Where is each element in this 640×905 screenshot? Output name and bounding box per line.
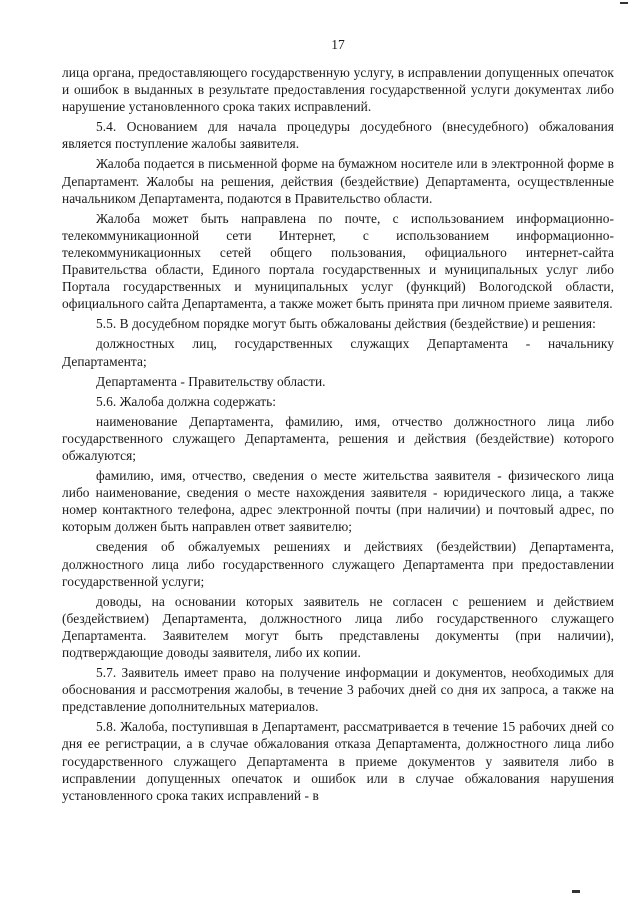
paragraph: должностных лиц, государственных служащих Департамента - начальнику Департамента;: [62, 336, 614, 369]
paragraph: сведения об обжалуемых решениях и действиях (бездействии) Департамента, должностного лица либо государственного служащего Департамента при предоставлении государственной услуги;: [62, 539, 614, 589]
paragraph: 5.6. Жалоба должна содержать:: [96, 393, 277, 409]
paragraph: наименование Департамента, фамилию, имя, отчество должностного лица либо государственного служащего Департамента, решения и действия (бездействие) которого обжалуются;: [62, 413, 614, 463]
document-body: [62, 64, 614, 804]
page-number: 17: [331, 37, 345, 52]
document-page: [62, 36, 614, 804]
paragraph: 5.5. В досудебном порядке могут быть обжалованы действия (бездействие) и решения:: [96, 316, 596, 332]
paragraph: Жалоба подается в письменной форме на бумажном носителе или в электронной форме в Департамент. Жалобы на решения, действия (бездействие) Департамента, осуществленные начальником Департамента, подаются в Правительство области.: [62, 156, 614, 206]
paragraph: Департамента - Правительству области.: [96, 373, 326, 389]
paragraph: фамилию, имя, отчество, сведения о месте жительства заявителя - физического лица либо наименование, сведения о месте нахождения заявителя - юридического лица, а также номер контактного телефона, адрес электронной почты (при наличии) и почтовый адрес, по которым должен быть направлен ответ заявителю;: [62, 468, 614, 535]
paragraph: 5.4. Основанием для начала процедуры досудебного (внесудебного) обжалования является поступление жалобы заявителя.: [62, 119, 614, 152]
paragraph: лица органа, предоставляющего государственную услугу, в исправлении допущенных опечаток и ошибок в выданных в результате предоставления государственной услуги документах либо нарушение установленного срока таких исправлений.: [62, 65, 614, 115]
paragraph: 5.7. Заявитель имеет право на получение информации и документов, необходимых для обоснования и рассмотрения жалобы, в течение 3 рабочих дней со дня их запроса, а также на представление дополнительных материалов.: [62, 665, 614, 715]
scan-mark-top-right: [620, 0, 628, 4]
paragraph: 5.8. Жалоба, поступившая в Департамент, рассматривается в течение 15 рабочих дней со дня ее регистрации, а в случае обжалования отказа Департамента, должностного лица либо государственного служащего Департамента в приеме документов у заявителя либо в исправлении допущенных опечаток и ошибок или в случае обжалования нарушения установленного срока таких исправлений - в: [62, 719, 614, 803]
paragraph: Жалоба может быть направлена по почте, с использованием информационно-телекоммуникационной сети Интернет, с использованием информационно-телекоммуникационных сетей общего пользования, официального интернет-сайта Правительства области, Единого портала государственных и муниципальных услуг либо Портала государственных и муниципальных услуг (функций) Вологодской области, официального сайта Департамента, а также может быть принята при личном приеме заявителя.: [62, 210, 614, 312]
paragraph: доводы, на основании которых заявитель не согласен с решением и действием (бездействием) Департамента, должностного лица либо государственного служащего Департамента. Заявителем могут быть представлены документы (при наличии), подтверждающие доводы заявителя, либо их копии.: [62, 593, 614, 660]
scan-mark-bottom-right: [572, 890, 580, 893]
